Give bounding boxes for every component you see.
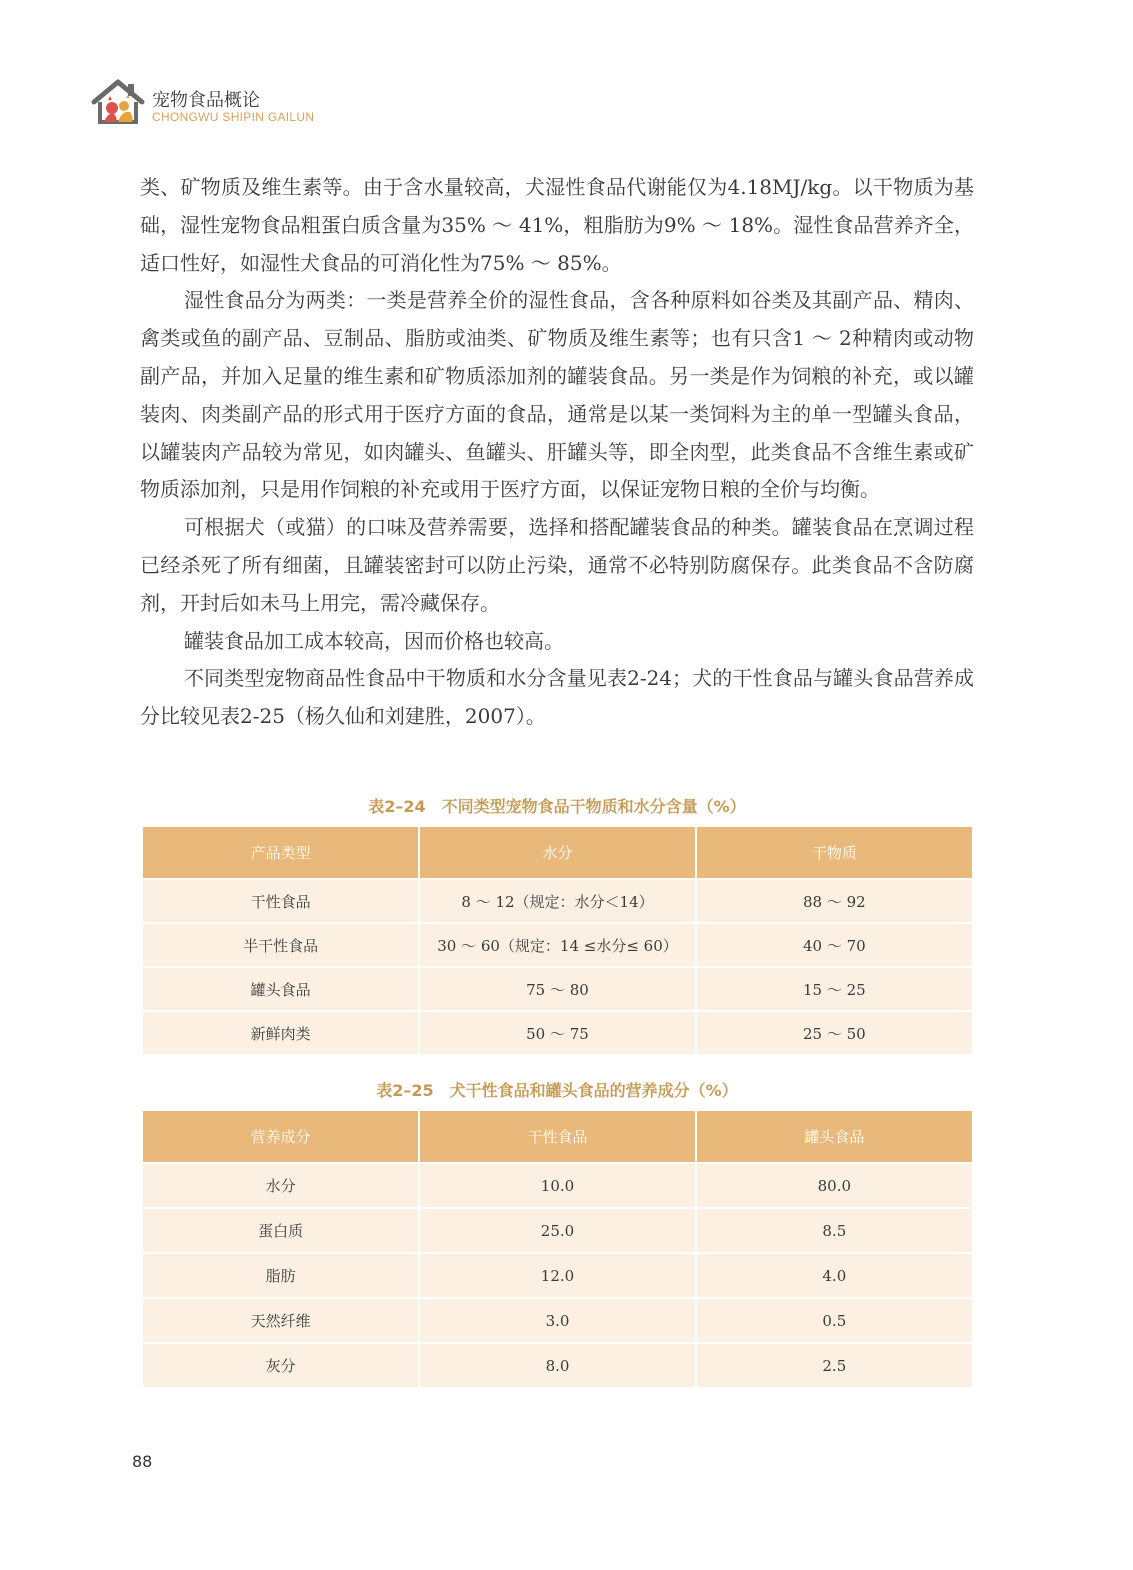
table-header-row bbox=[143, 1111, 972, 1163]
table-cell: 8.5 bbox=[696, 1208, 972, 1253]
data-table bbox=[143, 827, 972, 1054]
column-header: 罐头食品 bbox=[696, 1111, 972, 1163]
book-subtitle-pinyin: CHONGWU SHIPIN GAILUN bbox=[152, 110, 315, 124]
table-row bbox=[143, 1298, 972, 1343]
table-cell: 40 ～ 70 bbox=[696, 923, 972, 967]
table-header-row bbox=[143, 827, 972, 879]
table-cell: 2.5 bbox=[696, 1343, 972, 1387]
table-row bbox=[143, 1343, 972, 1387]
table-cell: 0.5 bbox=[696, 1298, 972, 1343]
table-row bbox=[143, 923, 972, 967]
table-cell: 50 ～ 75 bbox=[419, 1011, 695, 1054]
table-cell: 蛋白质 bbox=[143, 1208, 419, 1253]
running-header bbox=[90, 78, 390, 128]
table-cell: 25 ～ 50 bbox=[696, 1011, 972, 1054]
table-caption: 表2–24 不同类型宠物食品干物质和水分含量（%） bbox=[368, 797, 746, 816]
table-cell: 75 ～ 80 bbox=[419, 967, 695, 1011]
table-row bbox=[143, 1011, 972, 1054]
paragraph: 湿性食品分为两类：一类是营养全价的湿性食品，含各种原料如谷类及其副产品、精肉、禽类或鱼的副产品、豆制品、脂肪或油类、矿物质及维生素等；也有只含1 ～ 2种精肉或动物副产品，并加入足量的维生素和矿物质添加剂的罐装食品。另一类是作为饲粮的补充，或以罐装肉、肉类副产品的形式用于医疗方面的食品，通常是以某一类饲料为主的单一型罐头食品，以罐装肉产品较为常见，如肉罐头、鱼罐头、肝罐头等，即全肉型，此类食品不含维生素或矿物质添加剂，只是用作饲粮的补充或用于医疗方面，以保证宠物日粮的全价与均衡。 bbox=[140, 288, 974, 502]
column-header: 干性食品 bbox=[419, 1111, 695, 1163]
pet-house-logo-icon bbox=[90, 78, 146, 126]
table-cell: 水分 bbox=[143, 1163, 419, 1208]
table-cell: 30 ～ 60（规定：14 ≤水分≤ 60） bbox=[419, 923, 695, 967]
table-cell: 12.0 bbox=[419, 1253, 695, 1298]
table-row bbox=[143, 1208, 972, 1253]
table-cell: 80.0 bbox=[696, 1163, 972, 1208]
table-cell: 罐头食品 bbox=[143, 967, 419, 1011]
table-cell: 灰分 bbox=[143, 1343, 419, 1387]
paragraph: 可根据犬（或猫）的口味及营养需要，选择和搭配罐装食品的种类。罐装食品在烹调过程已经杀死了所有细菌，且罐装密封可以防止污染，通常不必特别防腐保存。此类食品不含防腐剂，开封后如未马上用完，需冷藏保存。 bbox=[140, 515, 974, 615]
body-text bbox=[140, 169, 974, 736]
table-cell: 8.0 bbox=[419, 1343, 695, 1387]
paragraph: 类、矿物质及维生素等。由于含水量较高，犬湿性食品代谢能仅为4.18MJ/kg。以干物质为基础，湿性宠物食品粗蛋白质含量为35% ～ 41%，粗脂肪为9% ～ 18%。湿性食品营养齐全，适口性好，如湿性犬食品的可消化性为75% ～ 85%。 bbox=[140, 175, 974, 275]
table-cell: 半干性食品 bbox=[143, 923, 419, 967]
table-caption: 表2–25 犬干性食品和罐头食品的营养成分（%） bbox=[376, 1081, 738, 1100]
table-cell: 8 ～ 12（规定：水分＜14） bbox=[419, 879, 695, 923]
table-cell: 新鲜肉类 bbox=[143, 1011, 419, 1054]
paragraph: 不同类型宠物商品性食品中干物质和水分含量见表2-24；犬的干性食品与罐头食品营养成分比较见表2-25（杨久仙和刘建胜，2007）。 bbox=[140, 666, 974, 729]
data-table bbox=[143, 1111, 972, 1387]
table-cell: 天然纤维 bbox=[143, 1298, 419, 1343]
table-cell: 10.0 bbox=[419, 1163, 695, 1208]
column-header: 营养成分 bbox=[143, 1111, 419, 1163]
table-cell: 15 ～ 25 bbox=[696, 967, 972, 1011]
table-cell: 干性食品 bbox=[143, 879, 419, 923]
column-header: 干物质 bbox=[696, 827, 972, 879]
table-cell: 脂肪 bbox=[143, 1253, 419, 1298]
page-number: 88 bbox=[132, 1452, 153, 1471]
table-cell: 3.0 bbox=[419, 1298, 695, 1343]
table-cell: 88 ～ 92 bbox=[696, 879, 972, 923]
column-header: 水分 bbox=[419, 827, 695, 879]
table-row bbox=[143, 879, 972, 923]
table-cell: 25.0 bbox=[419, 1208, 695, 1253]
table-row bbox=[143, 1253, 972, 1298]
paragraph: 罐装食品加工成本较高，因而价格也较高。 bbox=[184, 628, 564, 653]
column-header: 产品类型 bbox=[143, 827, 419, 879]
table-row bbox=[143, 967, 972, 1011]
book-title: 宠物食品概论 bbox=[152, 90, 260, 111]
table-cell: 4.0 bbox=[696, 1253, 972, 1298]
table-row bbox=[143, 1163, 972, 1208]
